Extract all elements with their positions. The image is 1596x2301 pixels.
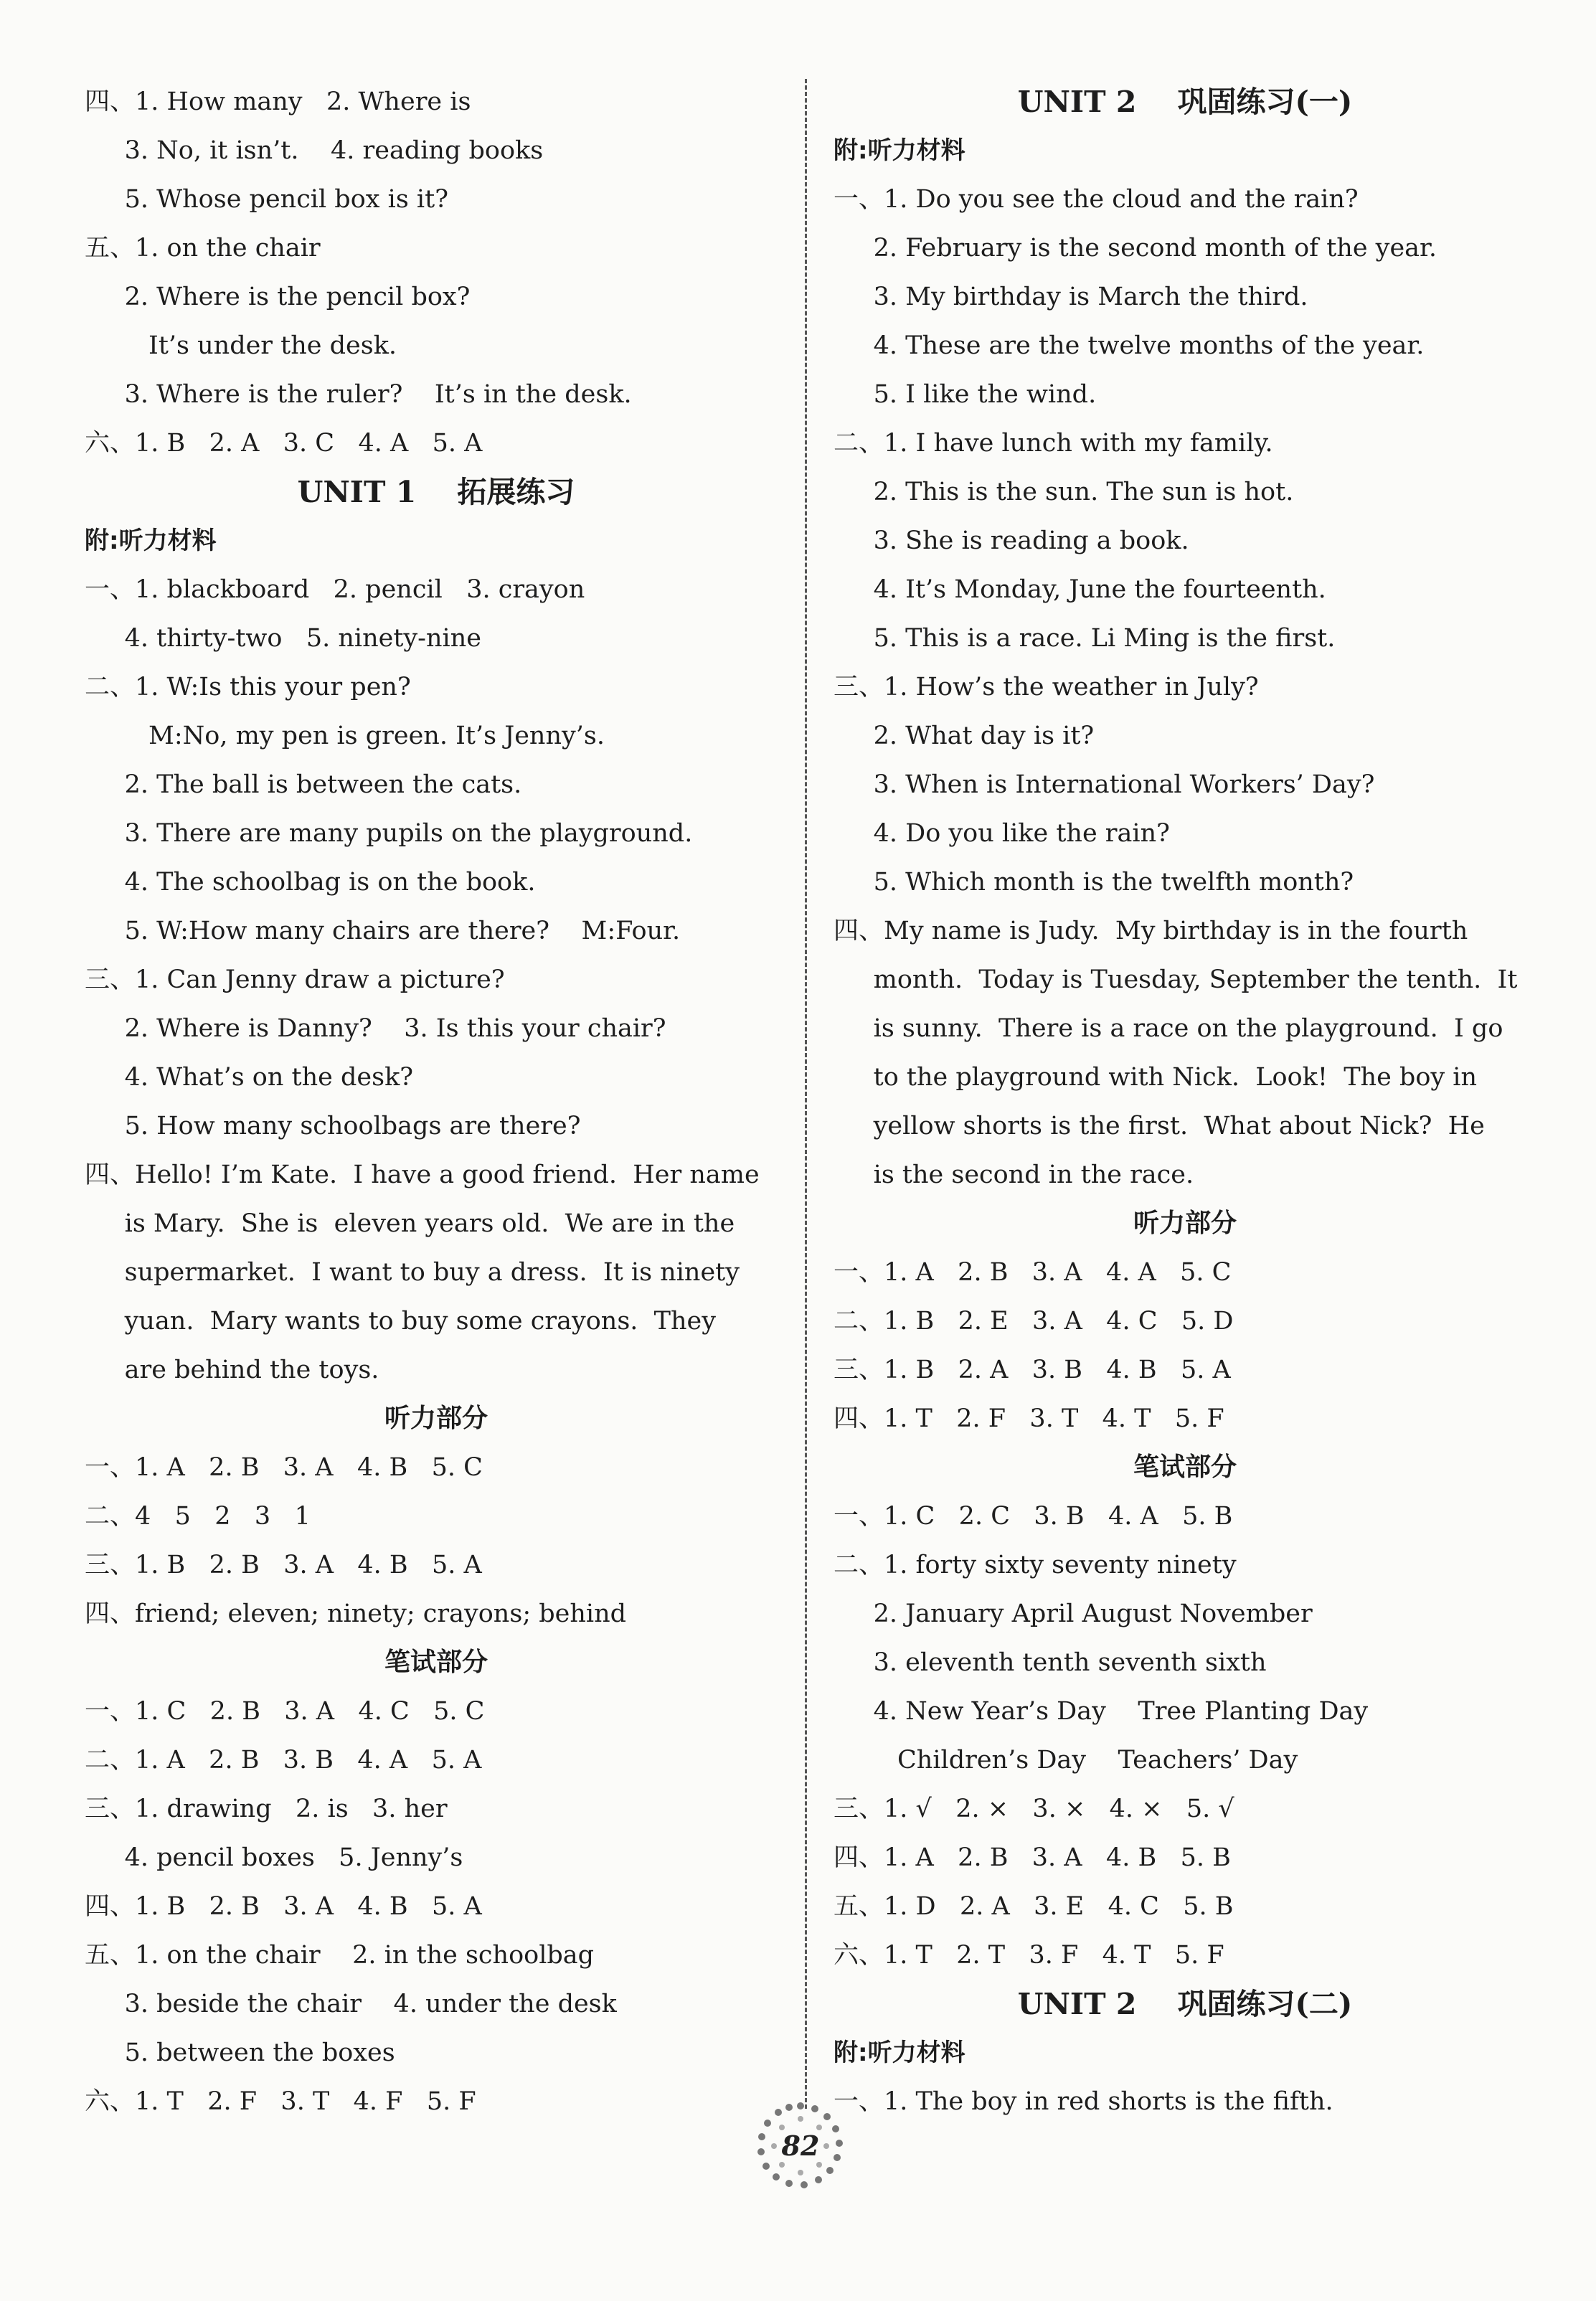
answer-line: 2. Where is the pencil box? — [85, 283, 471, 311]
answer-line: 2. The ball is between the cats. — [85, 770, 522, 799]
answer-line: 3. Where is the ruler? It’s in the desk. — [85, 380, 632, 409]
answer-line: 一、1. The boy in red shorts is the fifth. — [834, 2087, 1333, 2116]
answer-line: 四、Hello! I’m Kate. I have a good friend. Her name — [85, 1161, 760, 1189]
section-heading: 笔试部分 — [1133, 1452, 1237, 1482]
answer-line: 四、1. T 2. F 3. T 4. T 5. F — [834, 1404, 1224, 1433]
answer-line: 4. It’s Monday, June the fourteenth. — [834, 575, 1326, 604]
answer-line: 4. pencil boxes 5. Jenny’s — [85, 1843, 463, 1872]
answer-line: 二、1. A 2. B 3. B 4. A 5. A — [85, 1746, 482, 1775]
answer-line: 4. New Year’s Day Tree Planting Day — [834, 1697, 1369, 1726]
appendix-label: 附:听力材料 — [834, 2038, 965, 2067]
answer-line: 三、1. drawing 2. is 3. her — [85, 1795, 448, 1823]
answer-line: 五、1. D 2. A 3. E 4. C 5. B — [834, 1892, 1234, 1921]
answer-line: yuan. Mary wants to buy some crayons. They — [85, 1307, 717, 1336]
unit-heading: UNIT 2 巩固练习(二) — [1017, 1987, 1353, 2021]
answer-line: 三、1. B 2. B 3. A 4. B 5. A — [85, 1551, 482, 1579]
answer-line: month. Today is Tuesday, September the tenth. It — [834, 965, 1518, 994]
answer-line: 4. The schoolbag is on the book. — [85, 868, 536, 897]
section-heading: 听力部分 — [384, 1404, 488, 1433]
answer-line: 四、1. B 2. B 3. A 4. B 5. A — [85, 1892, 482, 1921]
answer-line: to the playground with Nick. Look! The boy in — [834, 1063, 1478, 1092]
answer-line: 2. February is the second month of the year. — [834, 234, 1437, 263]
answer-line: 3. When is International Workers’ Day? — [834, 770, 1375, 799]
answer-line: 二、1. W:Is this your pen? — [85, 673, 411, 701]
answer-line: 5. between the boxes — [85, 2038, 395, 2067]
answer-line: 一、1. blackboard 2. pencil 3. crayon — [85, 575, 585, 604]
answer-line: 2. What day is it? — [834, 722, 1095, 750]
answer-line: 四、My name is Judy. My birthday is in the fourth — [834, 917, 1468, 945]
answer-line: Children’s Day Teachers’ Day — [834, 1746, 1298, 1775]
answer-line: 六、1. B 2. A 3. C 4. A 5. A — [85, 429, 483, 458]
unit-heading: UNIT 1 拓展练习 — [297, 475, 575, 509]
answer-line: is the second in the race. — [834, 1161, 1194, 1189]
answer-line: 5. I like the wind. — [834, 380, 1097, 409]
answer-line: 4. What’s on the desk? — [85, 1063, 414, 1092]
answer-line: 三、1. How’s the weather in July? — [834, 673, 1259, 701]
answer-line: 四、1. A 2. B 3. A 4. B 5. B — [834, 1843, 1231, 1872]
answer-line: is Mary. She is eleven years old. We are in the — [85, 1209, 735, 1238]
answer-line: are behind the toys. — [85, 1356, 379, 1384]
answer-line: 三、1. Can Jenny draw a picture? — [85, 965, 505, 994]
answer-line: 5. How many schoolbags are there? — [85, 1112, 581, 1140]
answer-line: 2. January April August November — [834, 1600, 1313, 1628]
answer-line: 2. This is the sun. The sun is hot. — [834, 478, 1294, 506]
answer-line: 4. thirty-two 5. ninety-nine — [85, 624, 481, 653]
answer-line: 二、1. I have lunch with my family. — [834, 429, 1273, 458]
answer-line: 六、1. T 2. F 3. T 4. F 5. F — [85, 2087, 476, 2116]
column-divider — [805, 79, 807, 2109]
answer-line: yellow shorts is the first. What about Nick? He — [834, 1112, 1485, 1140]
answer-line: 5. This is a race. Li Ming is the first. — [834, 624, 1336, 653]
answer-line: 五、1. on the chair — [85, 234, 321, 263]
answer-line: 5. Which month is the twelfth month? — [834, 868, 1354, 897]
answer-line: 5. Whose pencil box is it? — [85, 185, 448, 214]
answer-line: M:No, my pen is green. It’s Jenny’s. — [85, 722, 605, 750]
answer-line: 3. eleventh tenth seventh sixth — [834, 1648, 1267, 1677]
appendix-label: 附:听力材料 — [85, 526, 217, 555]
answer-line: 5. W:How many chairs are there? M:Four. — [85, 917, 681, 945]
right-column — [834, 77, 1536, 2126]
answer-line: 3. There are many pupils on the playground. — [85, 819, 693, 848]
answer-line: 一、1. A 2. B 3. A 4. A 5. C — [834, 1258, 1232, 1287]
answer-line: 五、1. on the chair 2. in the schoolbag — [85, 1941, 595, 1970]
answer-line: 三、1. √ 2. × 3. × 4. × 5. √ — [834, 1795, 1234, 1823]
section-heading: 听力部分 — [1133, 1209, 1237, 1238]
answer-line: 二、1. forty sixty seventy ninety — [834, 1551, 1237, 1579]
answer-line: 4. These are the twelve months of the year. — [834, 331, 1425, 360]
answer-line: 一、1. Do you see the cloud and the rain? — [834, 185, 1359, 214]
answer-line: 四、1. How many 2. Where is — [85, 88, 471, 116]
answer-line: supermarket. I want to buy a dress. It is ninety — [85, 1258, 740, 1287]
section-heading: 笔试部分 — [384, 1648, 488, 1677]
answer-line: 六、1. T 2. T 3. F 4. T 5. F — [834, 1941, 1224, 1970]
answer-line: 一、1. C 2. B 3. A 4. C 5. C — [85, 1697, 485, 1726]
answer-line: 一、1. A 2. B 3. A 4. B 5. C — [85, 1453, 483, 1482]
answer-line: 3. beside the chair 4. under the desk — [85, 1990, 617, 2018]
answer-line: 3. No, it isn’t. 4. reading books — [85, 136, 544, 165]
answer-line: It’s under the desk. — [85, 331, 397, 360]
answer-line: 四、friend; eleven; ninety; crayons; behind — [85, 1600, 627, 1628]
answer-line: 4. Do you like the rain? — [834, 819, 1170, 848]
answer-line: is sunny. There is a race on the playground. I go — [834, 1014, 1503, 1043]
answer-line: 2. Where is Danny? 3. Is this your chair? — [85, 1014, 666, 1043]
answer-line: 二、1. B 2. E 3. A 4. C 5. D — [834, 1307, 1234, 1336]
answer-line: 3. My birthday is March the third. — [834, 283, 1308, 311]
page-number: 82 — [781, 2130, 820, 2162]
answer-line: 3. She is reading a book. — [834, 526, 1189, 555]
answer-line: 三、1. B 2. A 3. B 4. B 5. A — [834, 1356, 1231, 1384]
unit-heading: UNIT 2 巩固练习(一) — [1017, 85, 1353, 119]
page-number-badge — [755, 2100, 846, 2192]
left-column — [85, 77, 788, 2126]
answer-line: 一、1. C 2. C 3. B 4. A 5. B — [834, 1502, 1233, 1531]
appendix-label: 附:听力材料 — [834, 136, 965, 165]
answer-line: 二、4 5 2 3 1 — [85, 1502, 311, 1531]
